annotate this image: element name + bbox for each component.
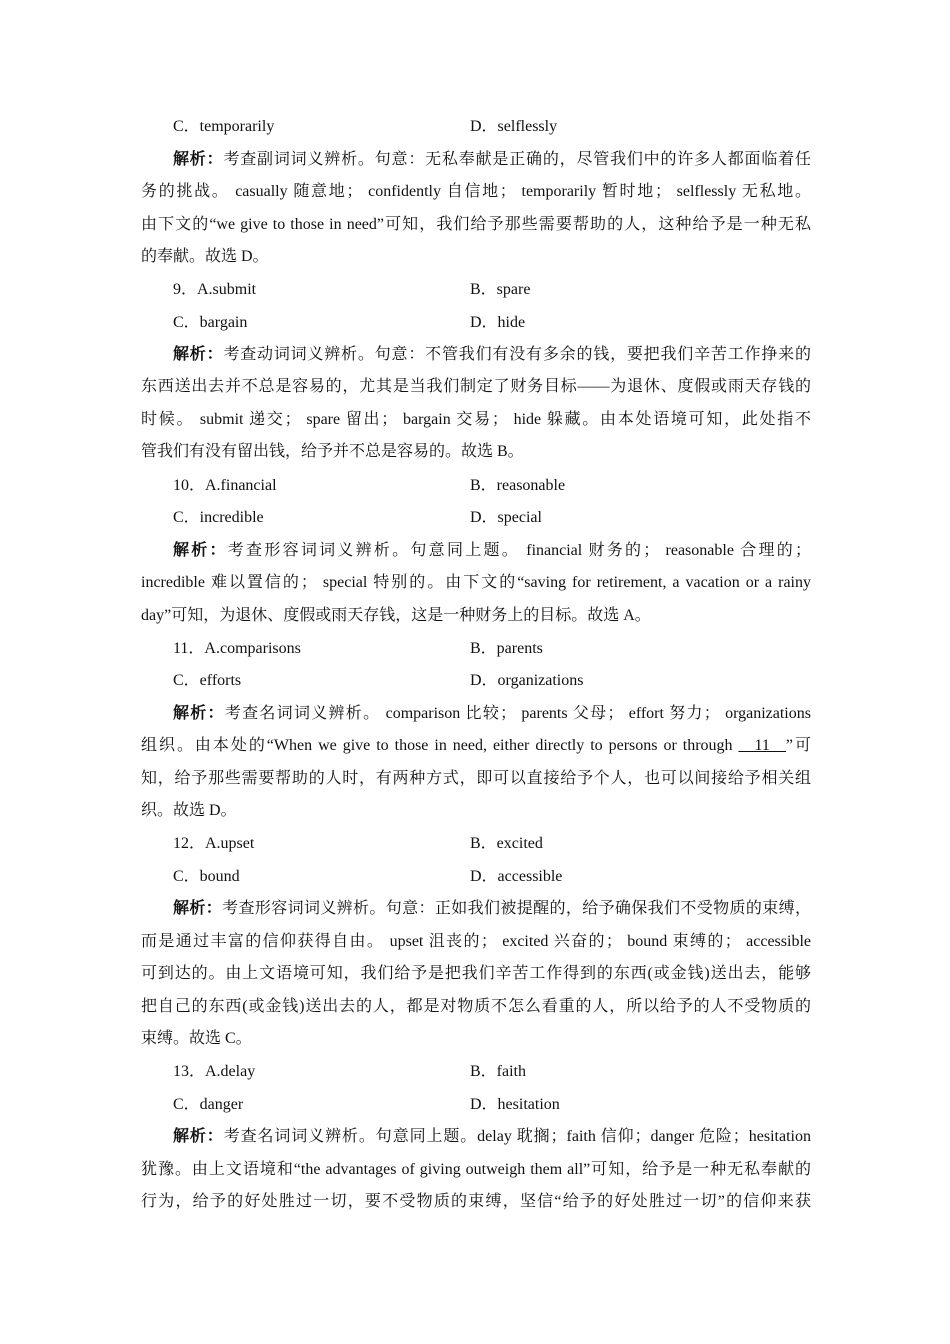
explanation-label: 解析： bbox=[173, 151, 224, 168]
explanation-line: 管我们有没有留出钱，给予并不总是容易的。故选 B。 bbox=[141, 443, 524, 460]
option-c: C．bound bbox=[173, 868, 240, 885]
blank-11: __11__ bbox=[738, 737, 786, 754]
option-b: B．excited bbox=[470, 835, 543, 852]
explanation-line: 东西送出去并不总是容易的，尤其是当我们制定了财务目标——为退休、度假或雨天存钱的 bbox=[141, 378, 811, 395]
option-b: B．spare bbox=[470, 281, 531, 298]
explanation-line: 束缚。故选 C。 bbox=[141, 1030, 252, 1047]
option-a: 13．A.delay bbox=[173, 1063, 256, 1080]
explanation-line: 织。故选 D。 bbox=[141, 802, 237, 819]
explanation-line: 组织。由本处的“When we give to those in need, either directly to persons or through __11__”可 bbox=[141, 737, 811, 754]
option-d: D．hide bbox=[470, 314, 526, 331]
option-d: D．special bbox=[470, 509, 542, 526]
explanation-line: day”可知，为退休、度假或雨天存钱，这是一种财务上的目标。故选 A。 bbox=[141, 607, 651, 624]
explanation-line: 可到达的。由上文语境可知，我们给予是把我们辛苦工作得到的东西(或金钱)送出去，能够 bbox=[141, 965, 811, 982]
option-a: 10．A.financial bbox=[173, 477, 277, 494]
explanation-line: 犹豫。由上文语境和“the advantages of giving outweigh them all”可知，给予是一种无私奉献的 bbox=[141, 1161, 811, 1178]
explanation-line: 而是通过丰富的信仰获得自由。 upset 沮丧的； excited 兴奋的； bound 束缚的； accessible bbox=[141, 933, 811, 950]
option-c: C．incredible bbox=[173, 509, 264, 526]
explanation-line: 把自己的东西(或金钱)送出去的人，都是对物质不怎么看重的人，所以给予的人不受物质的 bbox=[141, 998, 811, 1015]
explanation-line: 务的挑战。 casually 随意地； confidently 自信地； temporarily 暂时地； selflessly 无私地。 bbox=[141, 183, 811, 200]
option-c: C．efforts bbox=[173, 672, 242, 689]
option-c: C．bargain bbox=[173, 314, 248, 331]
explanation-line: 时候。 submit 递交； spare 留出； bargain 交易； hide 躲藏。由本处语境可知，此处指不 bbox=[141, 411, 811, 428]
option-a: 11．A.comparisons bbox=[173, 640, 301, 657]
option-b: B．faith bbox=[470, 1063, 526, 1080]
option-d: D．organizations bbox=[470, 672, 584, 689]
option-b: B．parents bbox=[470, 640, 543, 657]
explanation-line: 解析：考查形容词词义辨析。句意同上题。 financial 财务的； reasonable 合理的； bbox=[173, 542, 811, 559]
explanation-line: 知，给予那些需要帮助的人时，有两种方式，即可以直接给予个人，也可以间接给予相关组 bbox=[141, 770, 811, 787]
explanation-line: 解析：考查名词词义辨析。句意同上题。delay 耽搁；faith 信仰；danger 危险；hesitation bbox=[173, 1128, 811, 1145]
explanation-label: 解析： bbox=[173, 705, 225, 722]
option-c: C．temporarily bbox=[173, 118, 275, 135]
explanation-label: 解析： bbox=[173, 900, 223, 917]
option-d: D．hesitation bbox=[470, 1096, 560, 1113]
option-a: 12．A.upset bbox=[173, 835, 255, 852]
option-d: D．accessible bbox=[470, 868, 563, 885]
explanation-line: 解析：考查名词词义辨析。 comparison 比较； parents 父母； effort 努力； organizations bbox=[173, 705, 811, 722]
explanation-line: 由下文的“we give to those in need”可知，我们给予那些需要帮助的人，这种给予是一种无私 bbox=[141, 216, 811, 233]
option-d: D．selflessly bbox=[470, 118, 558, 135]
explanation-line: 解析：考查动词词义辨析。句意：不管我们有没有多余的钱，要把我们辛苦工作挣来的 bbox=[173, 346, 811, 363]
explanation-line: 解析：考查形容词词义辨析。句意：正如我们被提醒的，给予确保我们不受物质的束缚， bbox=[173, 900, 811, 917]
explanation-line: 行为，给予的好处胜过一切，要不受物质的束缚，坚信“给予的好处胜过一切”的信仰来获 bbox=[141, 1193, 811, 1210]
explanation-label: 解析： bbox=[173, 1128, 224, 1145]
explanation-label: 解析： bbox=[173, 346, 224, 363]
explanation-line: 解析：考查副词词义辨析。句意：无私奉献是正确的，尽管我们中的许多人都面临着任 bbox=[173, 151, 811, 168]
explanation-line: incredible 难以置信的； special 特别的。由下文的“saving for retirement, a vacation or a rainy bbox=[141, 574, 811, 591]
explanation-line: 的奉献。故选 D。 bbox=[141, 248, 269, 265]
option-b: B．reasonable bbox=[470, 477, 566, 494]
option-c: C．danger bbox=[173, 1096, 244, 1113]
explanation-label: 解析： bbox=[173, 542, 228, 559]
option-a: 9．A.submit bbox=[173, 281, 257, 298]
